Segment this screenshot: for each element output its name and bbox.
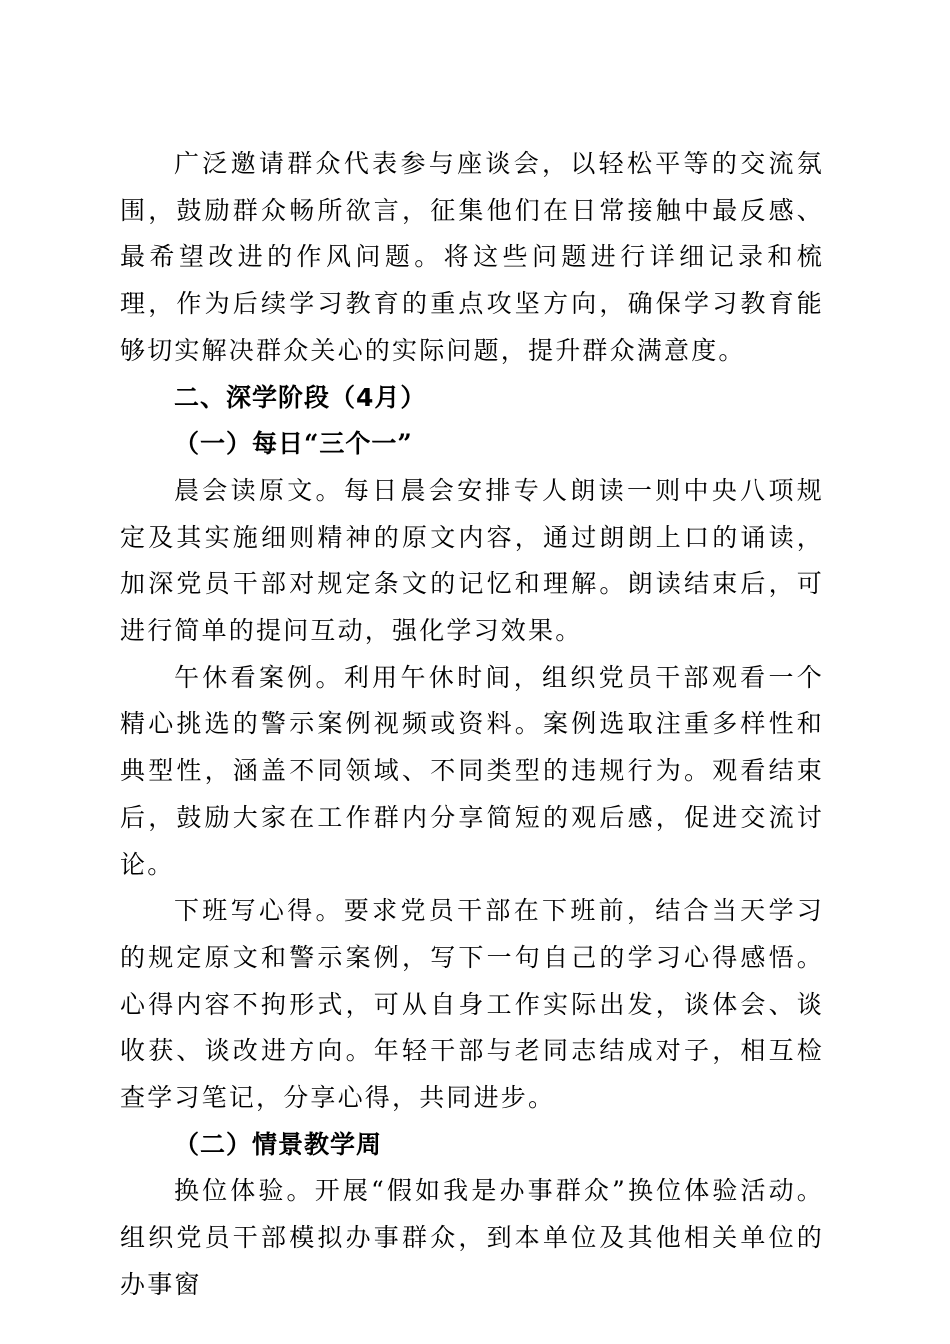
paragraph-evening-notes: 下班写心得。要求党员干部在下班前，结合当天学习的规定原文和警示案例，写下一句自己的学习心得感悟。心得内容不拘形式，可从自身工作实际出发，谈体会、谈收获、谈改进方向。年轻干部与老同志结成对子，相互检查学习笔记，分享心得，共同进步。 xyxy=(120,896,824,1113)
subsection-heading-scenario-week: （二）情景教学周 xyxy=(174,1129,383,1159)
section-heading-deep-study: 二、深学阶段（4月） xyxy=(174,382,427,412)
document-body xyxy=(120,141,824,1309)
paragraph-feedback-forum: 广泛邀请群众代表参与座谈会，以轻松平等的交流氛围，鼓励群众畅所欲言，征集他们在日常接触中最反感、最希望改进的作风问题。将这些问题进行详细记录和梳理，作为后续学习教育的重点攻坚方向，确保学习教育能够切实解决群众关心的实际问题，提升群众满意度。 xyxy=(120,149,824,365)
subsection-heading-daily-three: （一）每日“三个一” xyxy=(174,429,413,459)
paragraph-role-swap: 换位体验。开展“假如我是办事群众”换位体验活动。组织党员干部模拟办事群众，到本单位及其他相关单位的办事窗 xyxy=(120,1176,824,1299)
paragraph-noon-cases: 午休看案例。利用午休时间，组织党员干部观看一个精心挑选的警示案例视频或资料。案例选取注重多样性和典型性，涵盖不同领域、不同类型的违规行为。观看结束后，鼓励大家在工作群内分享简短的观后感，促进交流讨论。 xyxy=(120,662,824,879)
paragraph-morning-reading: 晨会读原文。每日晨会安排专人朗读一则中央八项规定及其实施细则精神的原文内容，通过朗朗上口的诵读，加深党员干部对规定条文的记忆和理解。朗读结束后，可进行简单的提问互动，强化学习效果。 xyxy=(120,475,824,646)
